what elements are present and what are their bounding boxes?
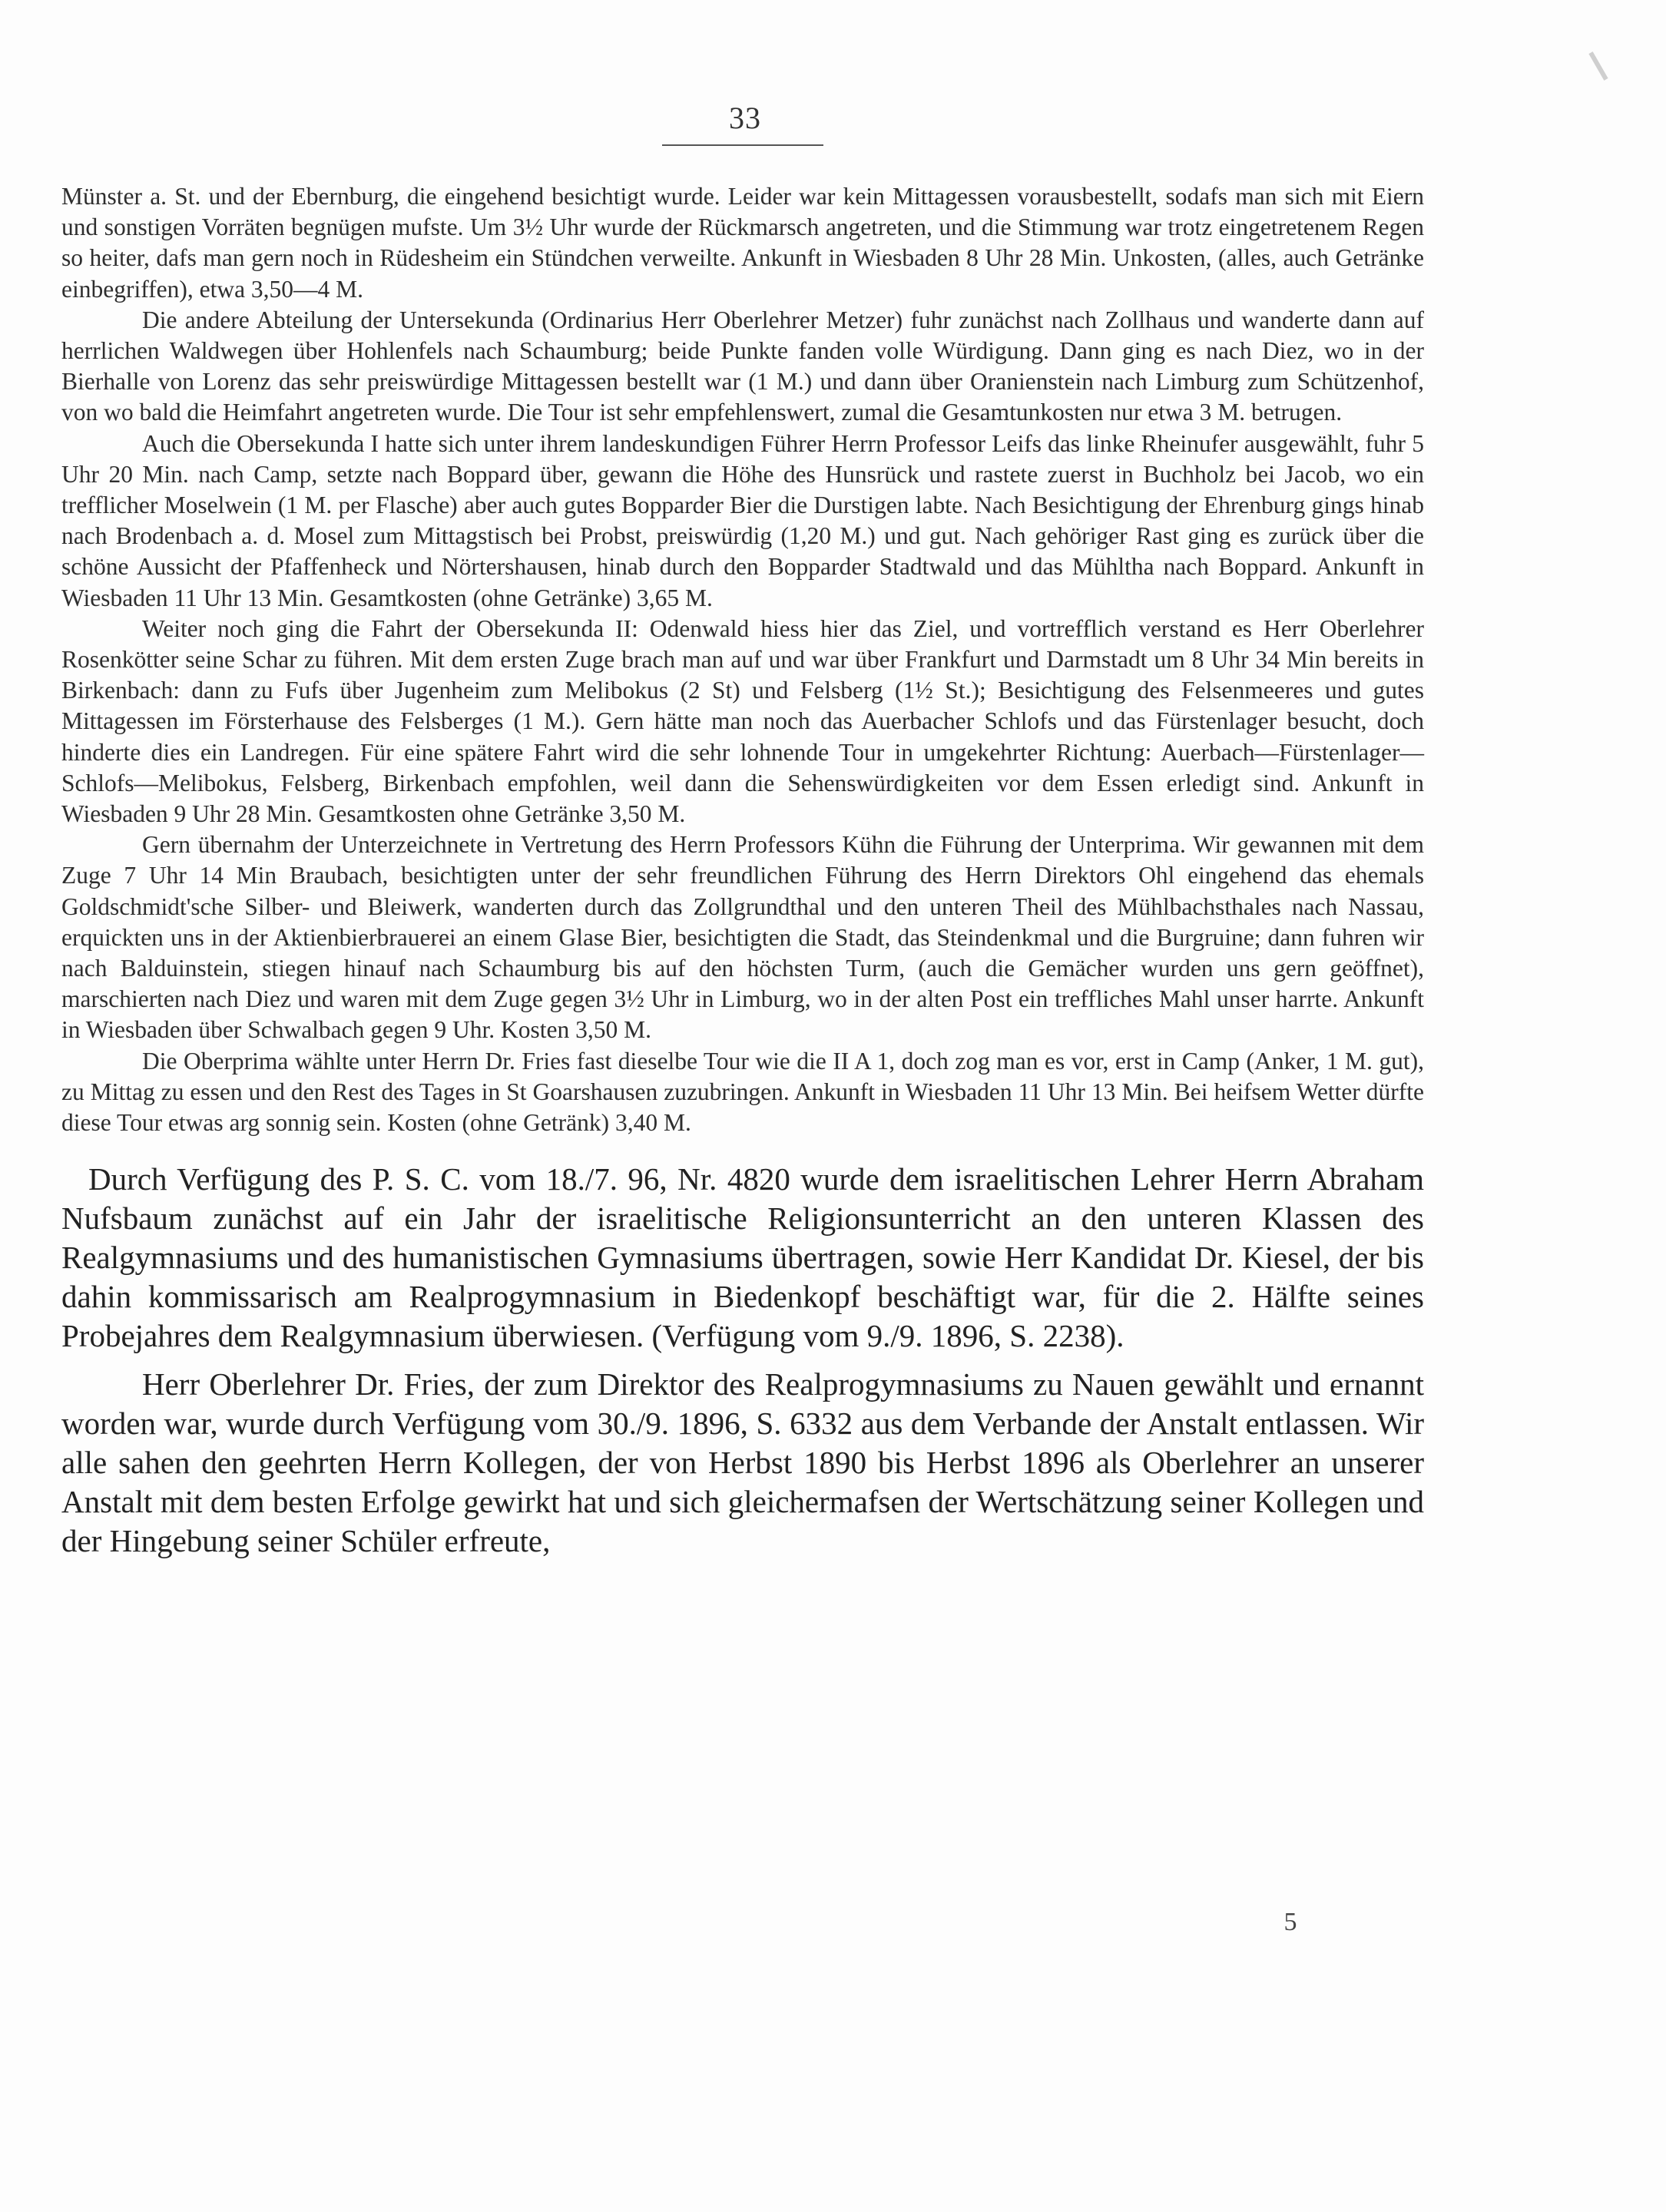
paragraph-staff-appointments: Durch Verfügung des P. S. C. vom 18./7. 96, Nr. 4820 wurde dem israelitischen Lehrer Herrn Abraham Nufsbaum zunächst auf ein Jahr der israelitische Religionsunterricht an den unteren Klassen des Realgymnasiums und des humanistischen Gymnasiums übertragen, sowie Herr Kandidat Dr. Kiesel, der bis dahin kommissarisch am Realprogymnasium in Biedenkopf beschäftigt war, für die 2. Hälfte seines Probejahres dem Realgymnasium überwiesen. (Verfügung vom 9./9. 1896, S. 2238).	[61, 1161, 1424, 1354]
paragraph-oberprima-trip: Die Oberprima wählte unter Herrn Dr. Fries fast dieselbe Tour wie die II A 1, doch zog man es vor, erst in Camp (Anker, 1 M. gut), zu Mittag zu essen und den Rest des Tages in St Goarshausen zuzubringen. Ankunft in Wiesbaden 11 Uhr 13 Min. Bei heifsem Wetter dürfte diese Tour etwas arg sonnig sein. Kosten (ohne Getränk) 3,40 M.	[61, 1047, 1424, 1137]
paragraph-ebernburg-continuation: Münster a. St. und der Ebernburg, die eingehend besichtigt wurde. Leider war kein Mittagessen vorausbestellt, sodafs man sich mit Eiern und sonstigen Vorräten begnügen mufste. Um 3½ Uhr wurde der Rückmarsch angetreten, und die Stimmung war trotz eingetretenem Regen so heiter, dafs man gern noch in Rüdesheim ein Stündchen verweilte. Ankunft in Wiesbaden 8 Uhr 28 Min. Unkosten, (alles, auch Getränke einbegriffen), etwa 3,50—4 M.	[61, 183, 1424, 303]
scan-artifact-mark	[1588, 51, 1608, 81]
page-number: 33	[729, 101, 761, 135]
paragraph-unterprima-trip: Gern übernahm der Unterzeichnete in Vertretung des Herrn Professors Kühn die Führung der Unterprima. Wir gewannen mit dem Zuge 7 Uhr 14 Min Braubach, besichtigten unter der sehr freundlichen Führung des Herrn Direktors Ohl eingehend das ehemals Goldschmidt'sche Silber- und Bleiwerk, wanderten durch das Zollgrundthal und den unteren Theil des Mühlbachsthales nach Nassau, erquickten uns in der Aktienbierbrauerei an einem Glase Bier, besichtigten die Stadt, das Steindenkmal und die Burgruine; dann fuhren wir nach Balduinstein, stiegen hinauf nach Schaumburg bis auf den höchsten Turm, (auch die Gemächer wurden uns gern geöffnet), marschierten nach Diez und waren mit dem Zuge gegen 3½ Uhr in Limburg, wo in der alten Post ein treffliches Mahl unser harrte. Ankunft in Wiesbaden über Schwalbach gegen 9 Uhr. Kosten 3,50 M.	[61, 831, 1424, 1044]
paragraph-obersekunda-2-trip: Weiter noch ging die Fahrt der Obersekunda II: Odenwald hiess hier das Ziel, und vortrefflich verstand es Herr Oberlehrer Rosenkötter seine Schar zu führen. Mit dem ersten Zuge brach man auf und war über Frankfurt und Darmstadt um 8 Uhr 34 Min bereits in Birkenbach: dann zu Fufs über Jugenheim zum Melibokus (2 St) und Felsberg (1½ St.); Besichtigung des Felsenmeeres und gutes Mittagessen im Försterhause des Felsberges (1 M.). Gern hätte man noch das Auerbacher Schlofs und das Fürstenlager besucht, doch hinderte dies ein Landregen. Für eine spätere Fahrt wird die sehr lohnende Tour in umgekehrter Richtung: Auerbach—Fürstenlager—Schlofs—Melibokus, Felsberg, Birkenbach empfohlen, weil dann die Sehenswürdigkeiten vor dem Essen erledigt sind. Ankunft in Wiesbaden 9 Uhr 28 Min. Gesamtkosten ohne Getränke 3,50 M.	[61, 614, 1424, 828]
paragraph-fries-departure: Herr Oberlehrer Dr. Fries, der zum Direktor des Realprogymnasiums zu Nauen gewählt und ernannt worden war, wurde durch Verfügung vom 30./9. 1896, S. 6332 aus dem Verbande der Anstalt entlassen. Wir alle sahen den geehrten Herrn Kollegen, der von Herbst 1890 bis Herbst 1896 als Oberlehrer an unserer Anstalt mit dem besten Erfolge gewirkt hat und sich gleichermafsen der Wertschätzung seiner Kollegen und der Hingebung seiner Schüler erfreute,	[61, 1366, 1424, 1559]
staff-announcements	[61, 1160, 1424, 1561]
page-number-rule	[662, 144, 823, 146]
excursion-reports	[61, 181, 1424, 1138]
paragraph-obersekunda-1-trip: Auch die Obersekunda I hatte sich unter ihrem landeskundigen Führer Herrn Professor Leifs das linke Rheinufer ausgewählt, fuhr 5 Uhr 20 Min. nach Camp, setzte nach Boppard über, gewann die Höhe des Hunsrück und rastete zuerst in Buchholz bei Jacob, wo ein trefflicher Moselwein (1 M. per Flasche) aber auch gutes Bopparder Bier die Durstigen labte. Nach Besichtigung der Ehrenburg gings hinab nach Brodenbach a. d. Mosel zum Mittagstisch bei Probst, preiswürdig (1,20 M.) und gut. Nach gehöriger Rast ging es zurück über die schöne Aussicht der Pfaffenheck und Nörtershausen, hinab durch den Bopparder Stadtwald und das Mühltha nach Boppard. Ankunft in Wiesbaden 11 Uhr 13 Min. Gesamtkosten (ohne Getränke) 3,65 M.	[61, 429, 1424, 611]
signature-mark: 5	[1283, 1908, 1297, 1936]
paragraph-untersekunda-trip: Die andere Abteilung der Untersekunda (Ordinarius Herr Oberlehrer Metzer) fuhr zunächst nach Zollhaus und wanderte dann auf herrlichen Waldwegen über Hohlenfels nach Schaumburg; beide Punkte fanden volle Würdigung. Dann ging es nach Diez, wo in der Bierhalle von Lorenz das sehr preiswürdige Mittagessen bestellt war (1 M.) und dann über Oranienstein nach Limburg zum Schützenhof, von wo bald die Heimfahrt angetreten wurde. Die Tour ist sehr empfehlenswert, zumal die Gesamtunkosten nur etwa 3 M. betrugen.	[61, 306, 1424, 426]
page-body	[61, 181, 1424, 1561]
